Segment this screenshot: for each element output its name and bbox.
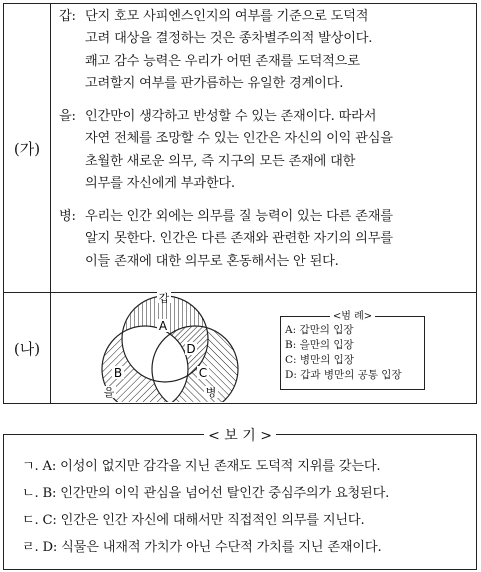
statement-line: 초월한 새로운 의무, 즉 지구의 모든 존재에 대한 <box>85 153 356 169</box>
circle-label-byeong: 병 <box>205 386 217 399</box>
statement-eul <box>59 106 469 196</box>
bogi-item-2: ㄴ. B: 인간만의 이익 관심을 넘어선 탈인간 중심주의가 요청된다. <box>22 486 390 501</box>
speaker-label: 갑: <box>59 9 76 24</box>
legend-item: C: 병만의 입장 <box>285 354 354 366</box>
venn-diagram <box>90 292 270 402</box>
circle-label-eul: 을 <box>103 386 115 399</box>
region-label-d: D <box>186 342 196 356</box>
statement-line: 고려 대상을 결정하는 것은 종차별주의적 발상이다. <box>85 31 373 47</box>
statement-byeong <box>59 206 469 273</box>
statement-line: 이들 존재에 대한 의무로 혼동해서는 안 된다. <box>85 253 339 269</box>
statement-line: 인간만이 생각하고 반성할 수 있는 존재이다. 따라서 <box>85 109 377 124</box>
row-label-ga: (가) <box>4 4 51 293</box>
statement-line: 우리는 인간 외에는 의무를 질 능력이 있는 다른 존재를 <box>85 209 393 224</box>
region-label-a: A <box>158 319 168 333</box>
bogi-box <box>3 428 477 570</box>
speaker-label: 병: <box>59 209 76 224</box>
statement-line: 고려할지 여부를 판가름하는 유일한 경계이다. <box>85 76 344 92</box>
legend-item: B: 을만의 입장 <box>285 339 354 351</box>
statement-line: 의무를 자신에게 부과한다. <box>85 176 235 192</box>
legend-title: <범 례> <box>330 311 375 322</box>
speaker-label: 을: <box>59 109 76 124</box>
region-label-c: C <box>198 366 208 380</box>
region-label-b: B <box>113 366 123 380</box>
bogi-item-4: ㄹ. D: 식물은 내재적 가치가 아닌 수단적 가치를 지닌 존재이다. <box>22 540 382 555</box>
bogi-title: < 보 기 > <box>204 428 276 444</box>
legend-box <box>280 311 425 390</box>
legend-item: A: 갑만의 입장 <box>285 324 354 336</box>
statement-line: 쾌고 감수 능력은 우리가 어떤 존재를 도덕적으로 <box>85 53 360 69</box>
statement-line: 단지 호모 사피엔스인지의 여부를 기준으로 도덕적 <box>85 9 369 24</box>
circle-label-gap: 갑 <box>158 292 170 305</box>
bogi-item-3: ㄷ. C: 인간은 인간 자신에 대해서만 직접적인 의무를 지닌다. <box>22 513 365 528</box>
legend-item: D: 갑과 병만의 공통 입장 <box>285 369 402 381</box>
statement-gap <box>59 6 469 96</box>
row-label-na: (나) <box>4 293 51 404</box>
statement-line: 자연 전체를 조망할 수 있는 인간은 자신의 이익 관심을 <box>85 131 393 147</box>
bogi-item-1: ㄱ. A: 이성이 없지만 감각을 지닌 존재도 도덕적 지위를 갖는다. <box>22 459 381 474</box>
statement-line: 알지 못한다. 인간은 다른 존재와 관련한 자기의 의무를 <box>85 231 393 247</box>
